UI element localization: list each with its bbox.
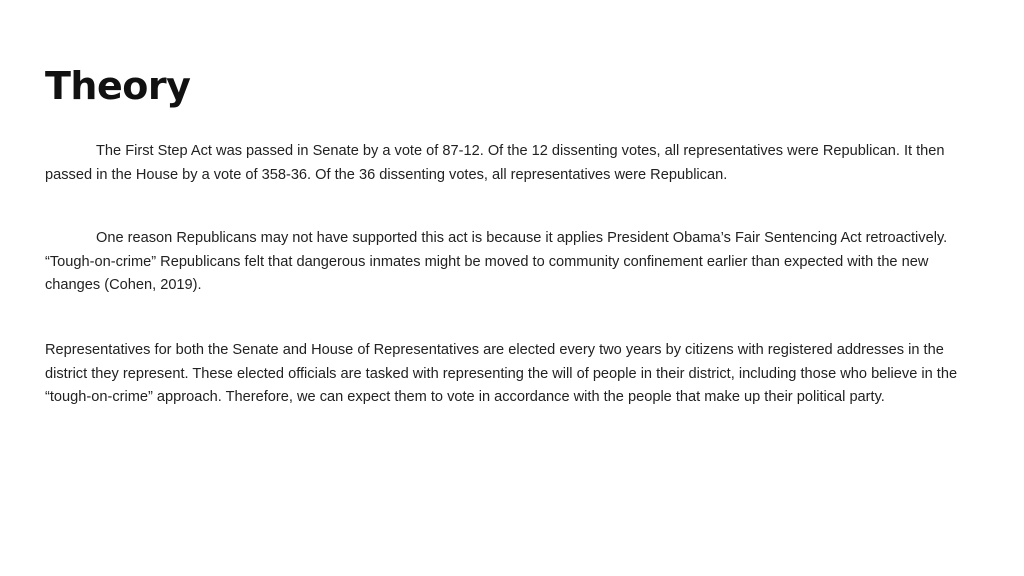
paragraph-representatives-election: Representatives for both the Senate and House of Representatives are elected every two years by citizens with registered addresses in the district they represent. These elected officials are tasked with representing the will of people in their district, including those who believe in the “tough-on-crime” approach. Therefore, we can expect them to vote in accordance with the people that make up their political party. <box>45 342 958 405</box>
paragraph-republican-reason: One reason Republicans may not have supported this act is because it applies President Obama’s Fair Sentencing Act retroactively. “Tough-on-crime” Republicans felt that dangerous inmates might be moved to community confinement earlier than expected with the new changes (Cohen, 2019). <box>45 230 948 293</box>
paragraph-senate-house-vote: The First Step Act was passed in Senate by a vote of 87-12. Of the 12 dissenting votes, all representatives were Republican. It then passed in the House by a vote of 358-36. Of the 36 dissenting votes, all representatives were Republican. <box>45 143 945 183</box>
slide-title: Theory <box>45 64 191 108</box>
